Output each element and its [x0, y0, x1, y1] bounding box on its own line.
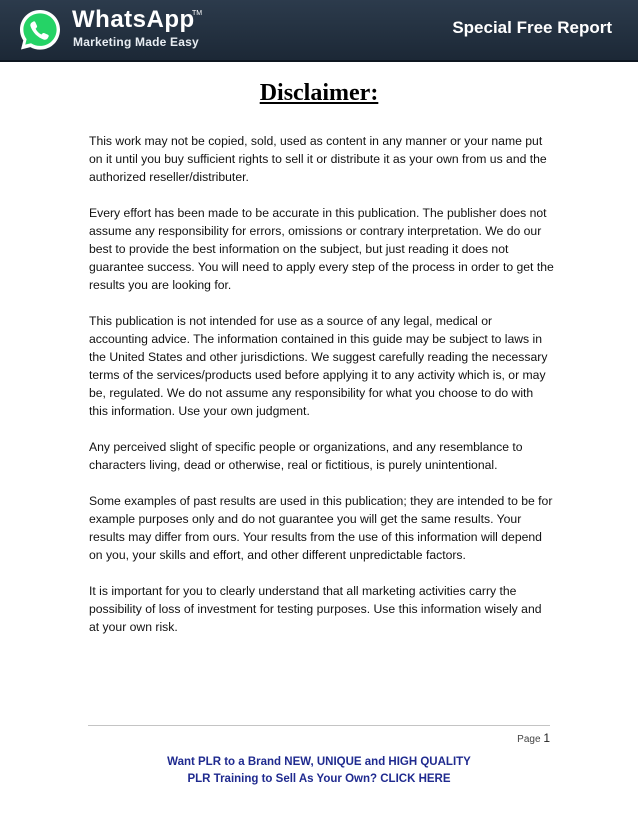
report-header — [0, 0, 638, 62]
paragraph: Some examples of past results are used in this publication; they are intended to be for example purposes only and do not guarantee you will get the same results. Your results may differ from ours. Your results from the use of this information will depend on you, your skills and effort, and other different unpredictable factors. — [89, 494, 553, 562]
brand-name: WhatsApp — [72, 6, 195, 33]
brand-tagline: Marketing Made Easy — [73, 35, 199, 49]
page-label: Page — [517, 734, 541, 745]
page-number-value: 1 — [543, 731, 550, 745]
report-label: Special Free Report — [452, 18, 612, 37]
paragraph: It is important for you to clearly understand that all marketing activities carry the possibility of loss of investment for testing purposes. Use this information wisely and at your own risk. — [89, 584, 542, 634]
page-number — [517, 731, 550, 745]
paragraph: Any perceived slight of specific people or organizations, and any resemblance to characters living, dead or otherwise, real or fictitious, is purely unintentional. — [89, 440, 523, 472]
plr-cta-link[interactable] — [0, 754, 638, 788]
cta-line-2[interactable]: PLR Training to Sell As Your Own? CLICK HERE — [187, 773, 451, 785]
page-title: Disclaimer: — [259, 80, 379, 106]
cta-line-1[interactable]: Want PLR to a Brand NEW, UNIQUE and HIGH QUALITY — [167, 756, 471, 768]
disclaimer-body — [89, 132, 554, 654]
whatsapp-phone-icon — [16, 6, 64, 54]
paragraph: This work may not be copied, sold, used as content in any manner or your name put on it until you buy sufficient rights to sell it or distribute it as your own from us and the authorized reseller/distributer. — [89, 134, 547, 184]
brand-logo — [16, 4, 216, 56]
trademark-mark: TM — [192, 10, 203, 17]
paragraph: This publication is not intended for use as a source of any legal, medical or accounting advice. The information contained in this guide may be subject to laws in the United States and other jurisdictions. We suggest carefully reading the necessary terms of the services/products used before applying it to any activity which is, or may be, regulated. We do not assume any responsibility for what you choose to do with this information. Use your own judgment. — [89, 314, 548, 418]
paragraph: Every effort has been made to be accurate in this publication. The publisher does not assume any responsibility for errors, omissions or contrary interpretation. We do our best to provide the best information on the subject, but just reading it does not guarantee success. You will need to apply every step of the process in order to get the results you are looking for. — [89, 206, 554, 292]
footer-divider — [88, 725, 550, 726]
